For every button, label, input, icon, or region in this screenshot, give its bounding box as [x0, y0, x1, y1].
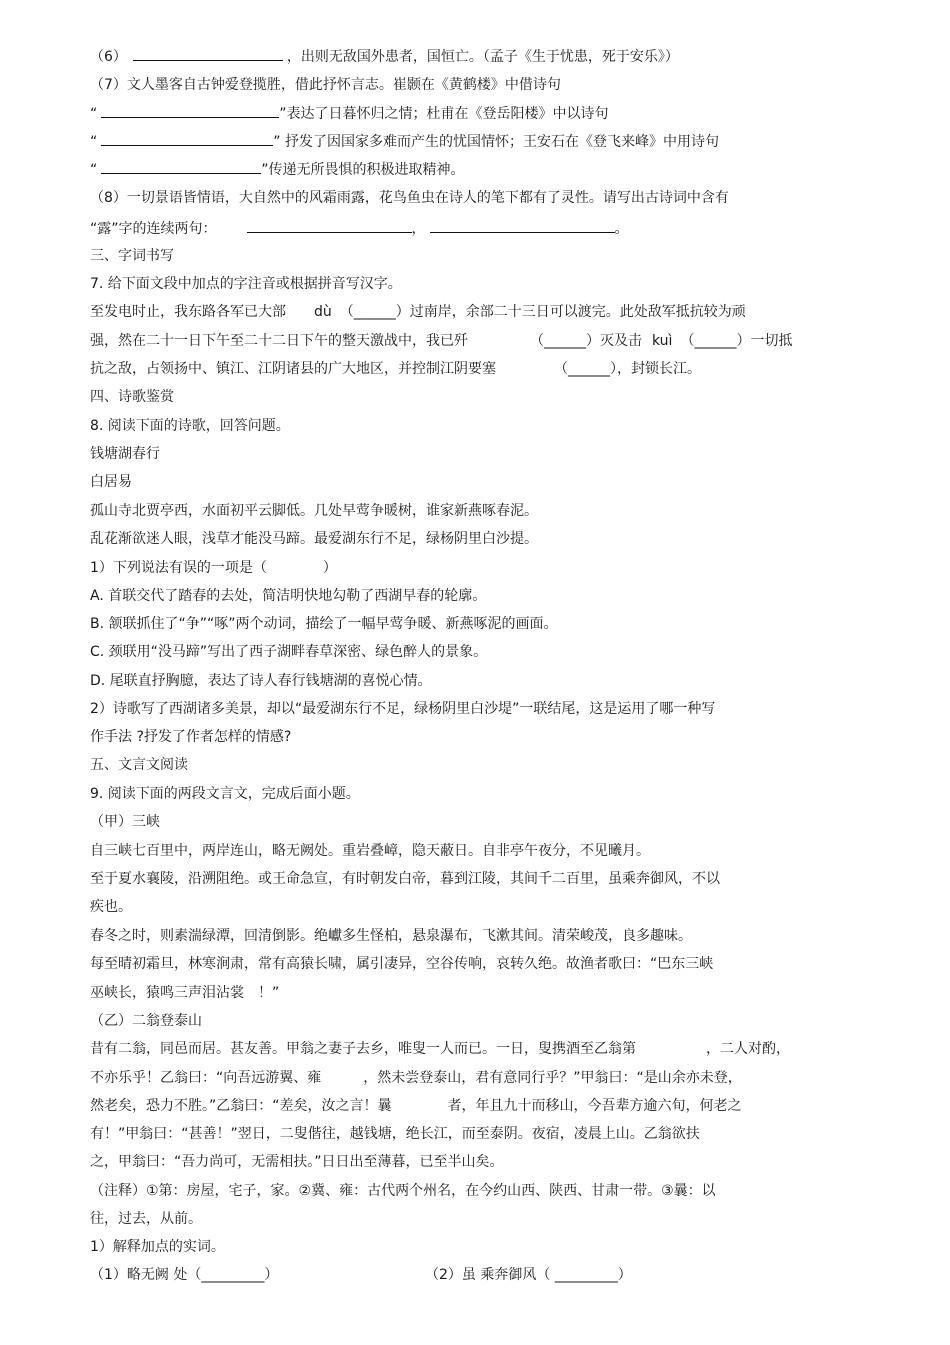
- passage-a-p2b: 疾也。: [90, 899, 132, 915]
- quote-open: “: [90, 134, 98, 150]
- pinyin-kui: kuì: [652, 333, 673, 349]
- q8-sub2-line2: 作手法 ?抒发了作者怎样的情感?: [90, 729, 292, 745]
- q8-fill-intro: （8）一切景语皆情语，大自然中的风霜雨露，花鸟鱼虫在诗人的笔下都有了灵性。请写出古诗词中含有: [90, 190, 729, 206]
- text: 抗之敌，占领扬中、镇江、江阴诸县的广大地区，并控制江阴要塞: [90, 361, 496, 377]
- q8-title: 8. 阅读下面的诗歌，回答问题。: [90, 418, 290, 434]
- text: 灭及击: [600, 333, 642, 349]
- q7-blank-2[interactable]: [101, 131, 273, 146]
- option-a[interactable]: A. 首联交代了踏春的去处，简洁明快地勾勒了西湖早春的轮廓。: [90, 588, 487, 604]
- passage-b-l1: 昔有二翁，同邑而居。甚友善。甲翁之妻子去乡，唯叟一人而已。一日，叟携酒至乙翁第 ，二人对酌，: [90, 1041, 790, 1057]
- passage-b-l5: 之，甲翁曰：“吾力尚可，无需相扶。”日日出至薄暮，已至半山矣。: [90, 1154, 504, 1170]
- q7-intro: （7）文人墨客自古钟爱登揽胜，借此抒怀言志。崔颢在《黄鹤楼》中借诗句: [90, 77, 561, 93]
- poem-title: 钱塘湖春行: [90, 446, 160, 462]
- q9-item-1[interactable]: （1）略无阙 处（_________）: [90, 1267, 279, 1283]
- q8-fill-line: [90, 218, 629, 239]
- q7-line1-text: ”表达了日暮怀归之情；杜甫在《登岳阳楼》中以诗句: [279, 106, 609, 122]
- q7-line1: [90, 103, 609, 124]
- q7-line2: [90, 131, 719, 152]
- passage-a-p2a: 至于夏水襄陵，沿溯阻绝。或王命急宣，有时朝发白帝，暮到江陵，其间千二百里，虽乘奔御风，不以: [90, 871, 720, 887]
- comma: ，: [411, 221, 426, 237]
- q7-text-line1: [90, 302, 746, 322]
- q9-sub1: 1）解释加点的实词。: [90, 1239, 225, 1255]
- text: 一切抵: [750, 333, 793, 349]
- q7-blank-1[interactable]: [101, 103, 279, 118]
- passage-b-l2: 不亦乐乎！乙翁曰：“向吾远游翼、雍 ，然未尝登泰山，君有意同行乎？”甲翁曰：“是山余亦未登，: [90, 1070, 742, 1086]
- q7-text-line2: [90, 331, 792, 351]
- q7-line3-text: ”传递无所畏惧的积极进取精神。: [261, 162, 465, 178]
- answer-paren-4[interactable]: （______）: [554, 361, 617, 377]
- section-3-heading: 三、字词书写: [90, 248, 174, 264]
- notes-line-2: 往，过去，从前。: [90, 1211, 202, 1227]
- q7-text-line3: [90, 359, 701, 379]
- q6-prefix: （6）: [90, 49, 127, 65]
- passage-b-label: （乙）二翁登泰山: [90, 1013, 202, 1029]
- q6-answer-blank[interactable]: [133, 46, 283, 61]
- q6-line: [90, 46, 679, 67]
- q7-line2-text: ” 抒发了因国家多难而产生的忧国情怀；王安石在《登飞来峰》中用诗句: [273, 134, 719, 150]
- answer-paren-3[interactable]: （______）: [680, 333, 751, 349]
- quote-open: “: [90, 106, 98, 122]
- q9-title: 9. 阅读下面的两段文言文，完成后面小题。: [90, 786, 360, 802]
- section-5-heading: 五、文言文阅读: [90, 757, 188, 773]
- q7-blank-3[interactable]: [101, 159, 261, 174]
- passage-a-p3: 春冬之时，则素湍绿潭，回清倒影。绝巘多生怪柏，悬泉瀑布，飞漱其间。清荣峻茂，良多趣味。: [90, 928, 692, 944]
- q8-blank-1[interactable]: [247, 218, 412, 233]
- passage-a-p1: 自三峡七百里中，两岸连山，略无阙处。重岩叠嶂，隐天蔽日。自非亭午夜分，不见曦月。: [90, 843, 650, 859]
- period: 。: [614, 221, 629, 237]
- q8-blank-2[interactable]: [430, 218, 615, 233]
- poem-line-1: 孤山寺北贾亭西，水面初平云脚低。几处早莺争暖树，谁家新燕啄春泥。: [90, 503, 538, 519]
- q6-suffix: ，出则无敌国外患者，国恒亡。（孟子《生于忧患，死于安乐》）: [286, 49, 679, 65]
- q8-fill-label: “露”字的连续两句：: [90, 221, 217, 237]
- q8-sub2-line1: 2）诗歌写了西湖诸多美景，却以“最爱湖东行不足，绿杨阴里白沙堤”一联结尾，这是运用了哪一种写: [90, 701, 716, 717]
- text: 至发电时止，我东路各军已大部: [90, 304, 286, 320]
- text: 强，然在二十一日下午至二十二日下午的整天激战中，我已歼: [90, 333, 468, 349]
- q8-sub1: 1）下列说法有误的一项是（ ）: [90, 560, 337, 576]
- notes-line-1: （注释）①第：房屋，宅子，家。②冀、雍：古代两个州名，在今约山西、陕西、甘肃一带。③曩：以: [90, 1183, 716, 1199]
- passage-b-l4: 有！”甲翁曰：“甚善！”翌日，二叟偕往，越钱塘，绝长江，而至泰阴。夜宿，凌晨上山。乙翁欲扶: [90, 1126, 700, 1142]
- answer-paren-2[interactable]: （______）: [530, 333, 600, 349]
- passage-a-label: （甲）三峡: [90, 814, 160, 830]
- passage-b-l3: 然老矣，恐力不胜。”乙翁曰：“差矣，汝之言！曩 者，年且九十而移山，今吾辈方逾六旬，何老之: [90, 1098, 742, 1114]
- option-b[interactable]: B. 颔联抓住了“争”“啄”两个动词，描绘了一幅早莺争暖、新燕啄泥的画面。: [90, 616, 558, 632]
- passage-a-p4b: 巫峡长，猿鸣三声泪沾裳 ！”: [90, 985, 280, 1001]
- quote-open: “: [90, 162, 98, 178]
- section-4-heading: 四、诗歌鉴赏: [90, 389, 174, 405]
- answer-paren-1[interactable]: （______）: [339, 304, 410, 320]
- q7-title: 7. 给下面文段中加点的字注音或根据拼音写汉字。: [90, 276, 402, 292]
- q9-item-2[interactable]: （2）虽 乘奔御风（ _________）: [425, 1267, 632, 1283]
- pinyin-du: dù: [314, 304, 332, 320]
- q7-line3: [90, 159, 465, 180]
- text: ，封锁长江。: [617, 361, 701, 377]
- poem-author: 白居易: [90, 474, 132, 490]
- poem-line-2: 乱花渐欲迷人眼，浅草才能没马蹄。最爱湖东行不足，绿杨阴里白沙提。: [90, 531, 538, 547]
- option-d[interactable]: D. 尾联直抒胸臆，表达了诗人春行钱塘湖的喜悦心情。: [90, 673, 432, 689]
- passage-a-p4a: 每至晴初霜旦，林寒涧肃，常有高猿长啸，属引凄异，空谷传响，哀转久绝。故渔者歌曰：“巴东三峡: [90, 956, 714, 972]
- option-c[interactable]: C. 颈联用“没马蹄”写出了西子湖畔春草深密、绿色醉人的景象。: [90, 644, 488, 660]
- text: 过南岸，余部二十三日可以渡完。此处敌军抵抗较为顽: [409, 304, 746, 320]
